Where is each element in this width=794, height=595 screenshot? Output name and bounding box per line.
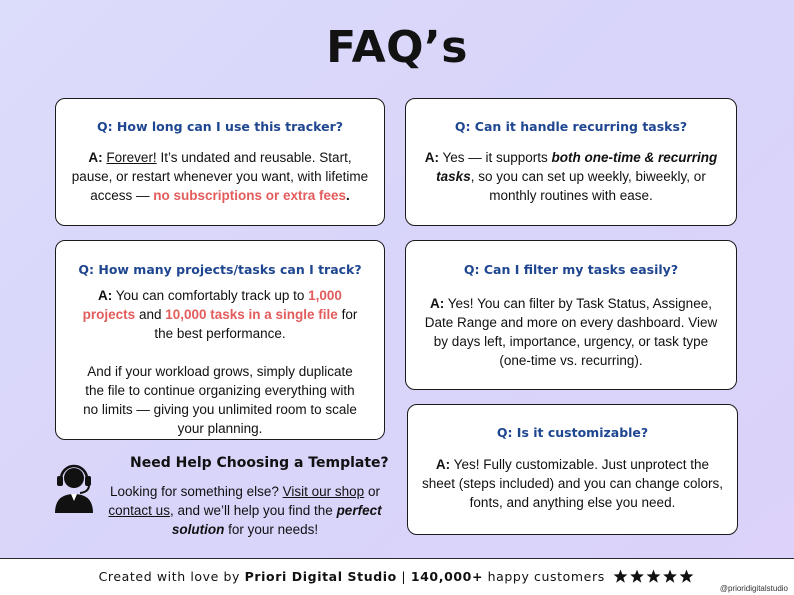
faq-question: Q: Can I filter my tasks easily? xyxy=(463,262,679,277)
faq-answer: A: Yes — it supports both one-time & recurring tasks, so you can set up weekly, biweekly, or monthly routines with ease. xyxy=(424,150,718,203)
faq-card-filter xyxy=(405,240,737,390)
social-handle: @prioridigitalstudio xyxy=(719,584,788,593)
contact-us-link[interactable]: contact us xyxy=(108,503,170,518)
faq-answer-extra: And if your workload grows, simply duplicate the file to continue organizing everything with no limits — giving you unlimited room to scale your planning. xyxy=(83,364,357,436)
faq-card-lifetime xyxy=(55,98,385,226)
star-icon xyxy=(647,570,661,583)
customer-count: 140,000+ xyxy=(410,569,484,584)
customer-support-agent-icon xyxy=(52,463,96,515)
faq-question: Q: Is it customizable? xyxy=(496,425,649,440)
faq-card-recurring xyxy=(405,98,737,226)
faq-answer: A: Forever! It’s undated and reusable. Start, pause, or restart whenever you want, with lifetime access — no subscriptions or extra fees. xyxy=(71,150,369,203)
faq-card-capacity xyxy=(55,240,385,440)
studio-name: Priori Digital Studio xyxy=(244,569,397,584)
footer-credit: Created with love by Priori Digital Studio | 140,000+ happy customers xyxy=(0,569,794,584)
star-icon xyxy=(614,570,628,583)
page-title: FAQ’s xyxy=(326,22,468,73)
faq-question: Q: How many projects/tasks can I track? xyxy=(78,262,362,277)
faq-answer: A: You can comfortably track up to 1,000 projects and 10,000 tasks in a single file for the best performance. xyxy=(82,288,358,341)
faq-answer: A: Yes! Fully customizable. Just unprotect the sheet (steps included) and you can change colors, fonts, and anything else you need. xyxy=(422,457,723,510)
star-rating-icon xyxy=(613,569,695,584)
help-title: Need Help Choosing a Template? xyxy=(130,455,389,471)
faq-card-customizable xyxy=(407,404,738,535)
star-icon xyxy=(631,570,645,583)
star-icon xyxy=(664,570,678,583)
faq-question: Q: How long can I use this tracker? xyxy=(96,119,344,134)
help-text: Looking for something else? Visit our shop or contact us, and we’ll help you find the perfect solution for your needs! xyxy=(108,484,382,537)
faq-answer: A: Yes! You can filter by Task Status, Assignee, Date Range and more on every dashboard. View by days left, importance, urgency, or task type (one-time vs. recurring). xyxy=(424,296,718,368)
faq-question: Q: Can it handle recurring tasks? xyxy=(454,119,688,134)
footer xyxy=(0,558,794,595)
visit-shop-link[interactable]: Visit our shop xyxy=(282,484,365,499)
star-icon xyxy=(680,570,694,583)
